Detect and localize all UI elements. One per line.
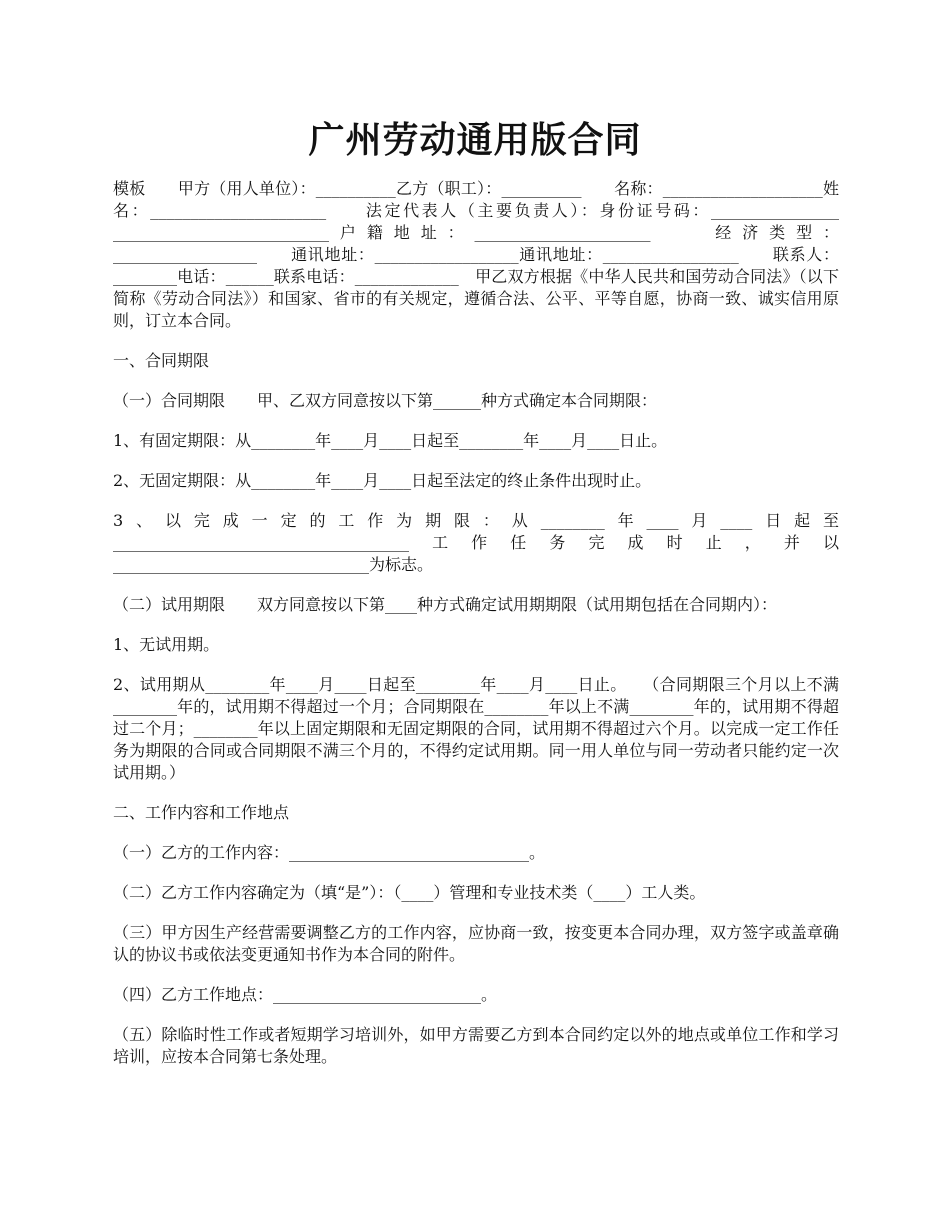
clause-external-assignment: （五）除临时性工作或者短期学习培训外，如甲方需要乙方到本合同约定以外的地点或单位工作和学习培训，应按本合同第七条处理。 [113,1025,839,1066]
section-heading-work: 二、工作内容和工作地点 [113,803,290,822]
clause-probation: （二）试用期限 双方同意按以下第____种方式确定试用期期限（试用期包括在合同期内）： [113,595,778,614]
clause-work-content: （一）乙方的工作内容：______________________________。 [113,843,546,862]
clause-work-type: （二）乙方工作内容确定为（填“是”）：（____）管理和专业技术类（____）工人类。 [113,883,706,902]
document-body [113,178,872,1068]
section-heading-term: 一、合同期限 [113,351,210,370]
item-task-term: 3、以完成一定的工作为期限：从________年____月____日起至_____________________________________工作任务完成时止，并以________________________________为标志。 [113,511,839,574]
clause-work-location: （四）乙方工作地点：__________________________。 [113,985,498,1004]
clause-contract-term: （一）合同期限 甲、乙双方同意按以下第______种方式确定本合同期限： [113,391,658,410]
item-probation-period: 2、试用期从________年____月____日起至________年____月____日止。 （合同期限三个月以上不满________年的，试用期不得超过一个月；合同期限在________年以上不满________年的，试用期不得超过二个月；________年以上固定期限和无固定期限的合同，试用期不得超过六个月。以完成一定工作任务为期限的合同或合同期限不满三个月的，不得约定试用期。同一用人单位与同一劳动者只能约定一次试用期。） [113,675,839,782]
item-open-term: 2、无固定期限：从________年____月____日起至法定的终止条件出现时止。 [113,471,652,490]
document-title: 广州劳动通用版合同 [308,119,642,161]
clause-work-adjustment: （三）甲方因生产经营需要调整乙方的工作内容，应协商一致，按变更本合同办理，双方签字或盖章确认的协议书或依法变更通知书作为本合同的附件。 [113,923,839,964]
item-no-probation: 1、无试用期。 [113,635,220,654]
item-fixed-term: 1、有固定期限：从________年____月____日起至________年____月____日止。 [113,431,668,450]
header-paragraph: 模板 甲方（用人单位）：__________乙方（职工）：__________ 名称：____________________姓名：______________________ 法定代表人（主要负责人）：身份证号码：________________ ___________________________户籍地址：______________________ 经济类型：__________________ 通讯地址：__________________通讯地址：_________________ 联系人：________电话：______联系电话：_____________ 甲乙双方根据《中华人民共和国劳动合同法》（以下简称《劳动合同法》）和国家、省市的有关规定，遵循合法、公平、平等自愿，协商一致、诚实信用原则，订立本合同。 [113,179,872,330]
